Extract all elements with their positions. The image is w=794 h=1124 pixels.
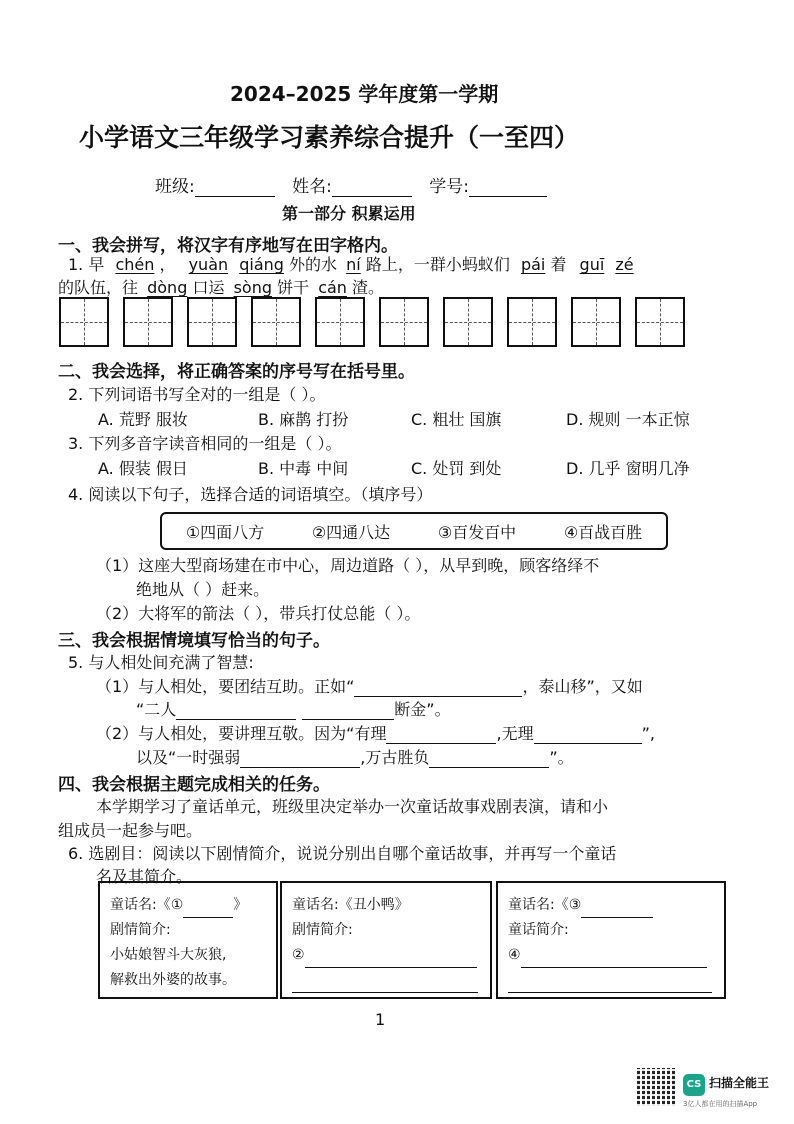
fill-blank[interactable] [183, 901, 233, 918]
q5-line-1: （1）与人相处，要团结互助。正如“ ，泰山移”，又如 [96, 677, 643, 696]
grid-cell[interactable] [507, 297, 557, 347]
grid-cell[interactable] [59, 297, 109, 347]
q4-sentence-1a: （1）这座大型商场建在市中心，周边道路（ ），从早到晚，顾客络绎不 [96, 556, 600, 575]
grid-cell[interactable] [187, 297, 237, 347]
q3-option-a[interactable]: A. 假装 假日 [98, 459, 188, 478]
qr-code-icon [637, 1068, 675, 1106]
card-intro-label: 童话简介: [508, 922, 569, 938]
grid-cell[interactable] [123, 297, 173, 347]
fill-blank[interactable] [240, 749, 360, 768]
fill-blank[interactable] [508, 976, 712, 993]
q2-option-b[interactable]: B. 麻鹊 打扮 [258, 410, 349, 429]
grid-cell[interactable] [635, 297, 685, 347]
id-field[interactable] [469, 178, 547, 197]
name-label: 姓名: [292, 177, 332, 197]
story-card-2: 童话名:《丑小鸭》 剧情简介: ② [280, 881, 492, 999]
question-3: 3. 下列多音字读音相同的一组是（ ）。 [68, 434, 342, 453]
fill-blank[interactable] [292, 976, 478, 993]
fill-blank[interactable] [354, 678, 522, 697]
section-4-intro-b: 组成员一起参与吧。 [58, 821, 203, 840]
page-number: 1 [375, 1010, 386, 1029]
fill-blank[interactable] [386, 725, 496, 744]
tianzige-grid [59, 297, 685, 347]
q2-option-d[interactable]: D. 规则 一本正惊 [566, 410, 690, 429]
fill-blank[interactable] [534, 725, 642, 744]
watermark-sub: 3亿人都在用的扫描App [683, 1100, 758, 1108]
q5-line-3: （2）与人相处，要讲理互敬。因为“有理 ,无理 ”, [96, 724, 655, 743]
fill-blank[interactable] [302, 701, 394, 720]
grid-cell[interactable] [571, 297, 621, 347]
name-field[interactable] [332, 178, 412, 197]
word-option: ②四通八达 [311, 522, 391, 542]
info-row [155, 172, 547, 197]
q4-sentence-2: （2）大将军的箭法（ ），带兵打仗总能（ ）。 [96, 604, 421, 623]
q2-option-c[interactable]: C. 粗壮 国旗 [411, 410, 502, 429]
section-4-heading: 四、我会根据主题完成相关的任务。 [58, 775, 330, 795]
card-title: 童话名:《① [110, 897, 184, 913]
card-text: 解救出外婆的故事。 [110, 972, 236, 988]
fill-blank[interactable] [429, 749, 549, 768]
q3-option-c[interactable]: C. 处罚 到处 [411, 459, 502, 478]
id-label: 学号: [429, 177, 470, 197]
q3-option-d[interactable]: D. 几乎 窗明几净 [566, 459, 690, 478]
q5-line-4: 以及“一时强弱 ,万古胜负 ”。 [136, 748, 574, 767]
question-5: 5. 与人相处间充满了智慧: [68, 653, 254, 672]
class-field[interactable] [195, 178, 275, 197]
fill-blank[interactable] [305, 951, 477, 968]
word-option: ③百发百中 [437, 522, 517, 542]
pinyin-line-2: 的队伍，往 dòng 口运 sòng 饼干 cán 渣。 [58, 278, 385, 297]
question-2: 2. 下列词语书写全对的一组是（ ）。 [68, 385, 326, 404]
pinyin-line-1: 1. 早 chén ， yuàn qiáng 外的水 ní 路上，一群小蚂蚁们 pái 着 guī zé [68, 255, 634, 274]
section-3-heading: 三、我会根据情境填写恰当的句子。 [58, 631, 330, 651]
grid-cell[interactable] [379, 297, 429, 347]
word-option: ④百战百胜 [563, 522, 643, 542]
section-1-heading: 一、我会拼写，将汉字有序地写在田字格内。 [58, 236, 398, 256]
grid-cell[interactable] [315, 297, 365, 347]
class-label: 班级: [155, 177, 195, 197]
q5-line-2: “二人 断金”。 [136, 700, 451, 719]
fill-blank[interactable] [581, 901, 653, 918]
watermark-app: 扫描全能王 [709, 1076, 770, 1090]
question-6a: 6. 选剧目：阅读以下剧情简介，说说分别出自哪个童话故事，并再写一个童话 [68, 844, 617, 863]
grid-cell[interactable] [251, 297, 301, 347]
question-6b: 名及其简介。 [96, 867, 193, 886]
word-bank [160, 512, 668, 550]
page-title: 小学语文三年级学习素养综合提升（一至四） [79, 123, 580, 152]
part-title: 第一部分 积累运用 [282, 204, 416, 223]
grid-cell[interactable] [443, 297, 493, 347]
term-title: 2024–2025 学年度第一学期 [230, 82, 499, 106]
question-4: 4. 阅读以下句子，选择合适的词语填空。（填序号） [68, 485, 433, 504]
q4-sentence-1b: 绝地从（ ）赶来。 [136, 580, 270, 599]
camscanner-logo: CS [683, 1074, 705, 1096]
story-card-3: 童话名:《③ 童话简介: ④ [496, 881, 726, 999]
story-card-1: 童话名:《① 》 剧情简介: 小姑娘智斗大灰狼, 解救出外婆的故事。 [98, 881, 278, 999]
section-2-heading: 二、我会选择，将正确答案的序号写在括号里。 [58, 362, 415, 382]
card-title: 童话名:《③ [508, 897, 582, 913]
card-intro-label: 剧情简介: [110, 922, 171, 938]
card-title: 童话名:《丑小鸭》 [292, 897, 409, 913]
fill-blank[interactable] [176, 701, 296, 720]
card-intro-label: 剧情简介: [292, 922, 353, 938]
section-4-intro-a: 本学期学习了童话单元，班级里决定举办一次童话故事戏剧表演，请和小 [96, 797, 609, 816]
word-option: ①四面八方 [185, 522, 265, 542]
q2-option-a[interactable]: A. 荒野 服妆 [98, 410, 188, 429]
q3-option-b[interactable]: B. 中毒 中间 [258, 459, 349, 478]
fill-blank[interactable] [521, 951, 707, 968]
card-text: 小姑娘智斗大灰狼, [110, 947, 227, 963]
